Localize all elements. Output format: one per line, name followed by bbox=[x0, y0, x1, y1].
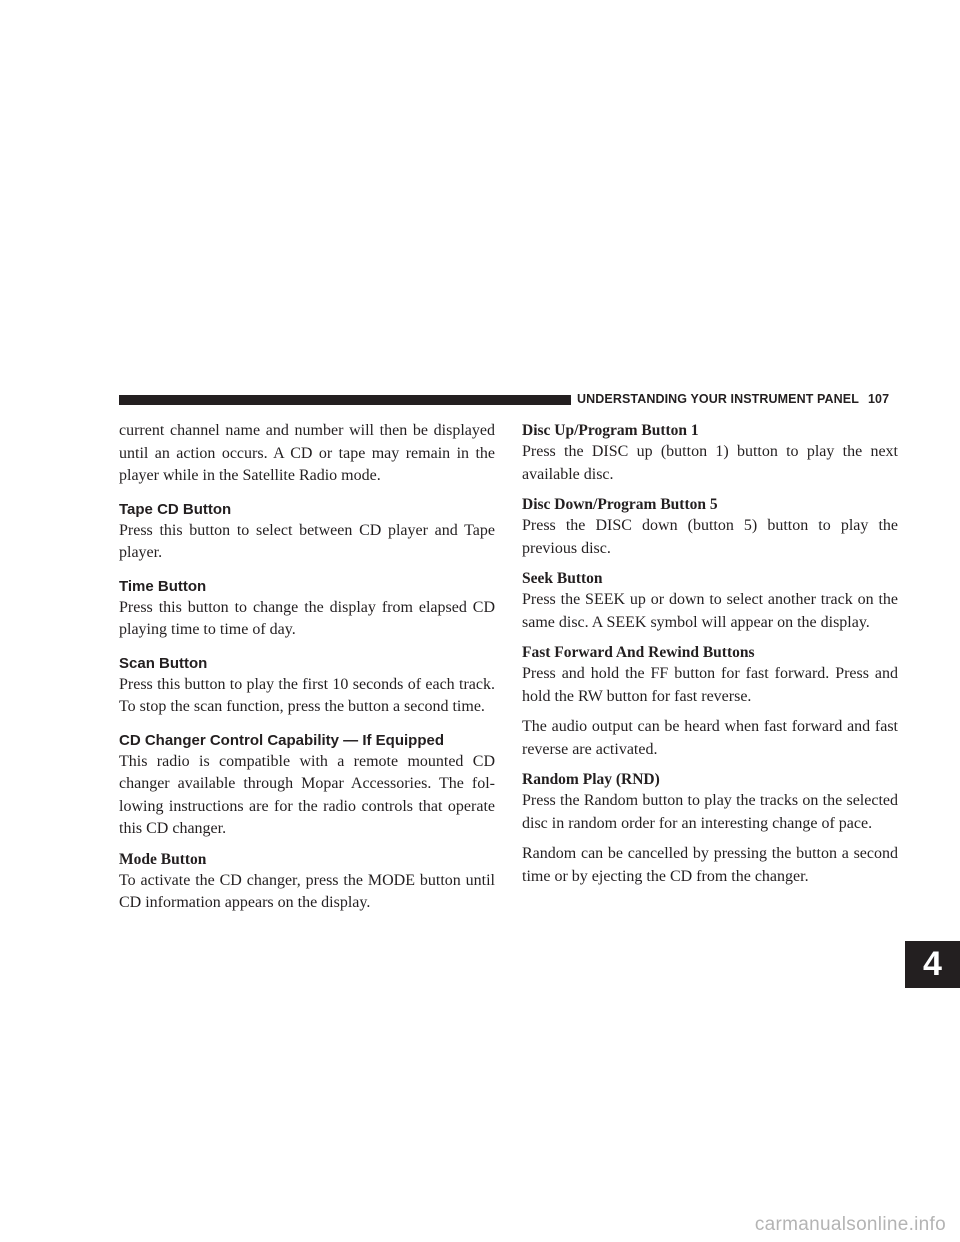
disc-down-body: Press the DISC down (button 5) button to play the previous disc. bbox=[522, 517, 898, 557]
header-rule bbox=[119, 395, 571, 405]
tape-cd-heading: Tape CD Button bbox=[119, 500, 232, 518]
random-body-2: Random can be cancelled by pressing the button a second time or by ejecting the CD from the changer. bbox=[522, 845, 898, 885]
section-title: UNDERSTANDING YOUR INSTRUMENT PANEL bbox=[577, 392, 859, 406]
ff-rw-body: Press and hold the FF button for fast forward. Press and hold the RW button for fast reverse. bbox=[522, 665, 898, 705]
mode-heading: Mode Button bbox=[119, 850, 207, 868]
time-body: Press this button to change the display from elapsed CD playing time to time of day. bbox=[119, 598, 495, 638]
ff-rw-body-2: The audio output can be heard when fast forward and fast reverse are activated. bbox=[522, 718, 898, 758]
seek-body: Press the SEEK up or down to select another track on the same disc. A SEEK symbol will appear on the display. bbox=[522, 591, 898, 631]
disc-down-heading: Disc Down/Program Button 5 bbox=[522, 496, 718, 513]
scan-body: Press this button to play the first 10 seconds of each track. To stop the scan function, press the button a second time. bbox=[119, 675, 495, 715]
watermark: carmanualsonline.info bbox=[754, 1214, 946, 1235]
chapter-tab: 4 bbox=[905, 941, 960, 988]
intro-paragraph: current channel name and number will then be displayed until an action occurs. A CD or tape may remain in the player while in the Satellite Radio mode. bbox=[119, 422, 495, 484]
disc-up-body: Press the DISC up (button 1) button to play the next available disc. bbox=[522, 443, 898, 483]
ff-rw-heading: Fast Forward And Rewind Buttons bbox=[522, 644, 755, 661]
cd-changer-body: This radio is compatible with a remote mounted CD changer available through Mopar Accessories. The fol-lowing instructions are for the radio controls that operate this CD changer. bbox=[119, 752, 495, 837]
seek-heading: Seek Button bbox=[522, 570, 603, 587]
left-column bbox=[119, 420, 495, 923]
running-header bbox=[577, 392, 897, 406]
cd-changer-heading: CD Changer Control Capability — If Equipped bbox=[119, 731, 445, 749]
mode-body: To activate the CD changer, press the MODE button until CD information appears on the display. bbox=[119, 871, 495, 911]
random-heading: Random Play (RND) bbox=[522, 771, 660, 788]
scan-heading: Scan Button bbox=[119, 654, 208, 672]
tape-cd-body: Press this button to select between CD player and Tape player. bbox=[119, 521, 495, 561]
random-body: Press the Random button to play the tracks on the selected disc in random order for an interesting change of pace. bbox=[522, 792, 898, 832]
page-number: 107 bbox=[867, 392, 890, 406]
right-column bbox=[522, 420, 898, 896]
time-heading: Time Button bbox=[119, 577, 207, 595]
disc-up-heading: Disc Up/Program Button 1 bbox=[522, 422, 699, 439]
